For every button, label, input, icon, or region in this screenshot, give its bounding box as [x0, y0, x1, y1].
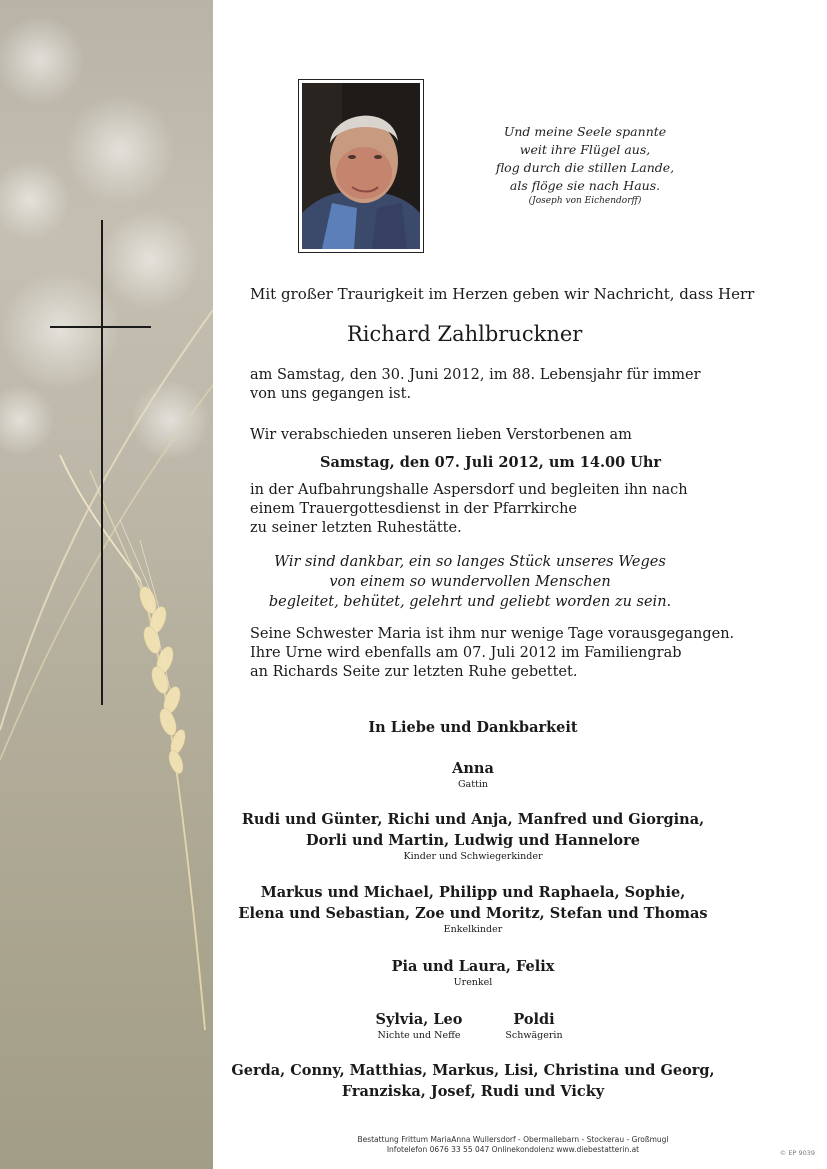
farewell-line: zu seiner letzten Ruhestätte. — [250, 520, 462, 536]
in-love-heading: In Liebe und Dankbarkeit — [368, 719, 578, 736]
cross-symbol — [101, 220, 103, 705]
children-line: Dorli und Martin, Ludwig und Hannelore — [306, 832, 640, 849]
children-relation: Kinder und Schwiegerkinder — [403, 851, 543, 862]
poem-quote — [470, 123, 700, 207]
cross-bar — [50, 326, 151, 328]
deceased-name: Richard Zahlbruckner — [347, 322, 583, 346]
others-line: Franziska, Josef, Rudi und Vicky — [341, 1083, 605, 1100]
wheat-image — [0, 0, 213, 1169]
death-line: von uns gegangen ist. — [250, 386, 412, 402]
footer-line-1: Bestattung Frittum MariaAnna Wullersdorf - Obermallebarn - Stockerau - Großmugl — [357, 1135, 669, 1144]
decorative-wheat-panel — [0, 0, 213, 1169]
spouse-block — [213, 758, 733, 791]
sister-line: Ihre Urne wird ebenfalls am 07. Juli 2012 im Familiengrab — [250, 645, 682, 661]
farewell-line: in der Aufbahrungshalle Aspersdorf und begleiten ihn nach — [250, 482, 688, 498]
thanks-line: begleitet, behütet, gelehrt und geliebt worden zu sein. — [268, 594, 672, 610]
farewell-intro: Wir verabschieden unseren lieben Verstorbenen am — [250, 427, 632, 443]
death-info — [250, 366, 701, 404]
grandchildren-block — [213, 882, 733, 936]
children-block — [213, 809, 733, 863]
spouse-name: Anna — [452, 760, 494, 777]
portrait-image — [302, 83, 420, 249]
grandchildren-line: Markus und Michael, Philipp und Raphaela, Sophie, — [260, 884, 686, 901]
poem-line: als flöge sie nach Haus. — [509, 178, 661, 193]
sister-in-law-block — [494, 1009, 574, 1042]
grandchildren-line: Elena und Sebastian, Zoe und Moritz, Stefan und Thomas — [238, 905, 708, 922]
poem-line: weit ihre Flügel aus, — [519, 142, 651, 157]
others-block — [213, 1060, 733, 1102]
poem-line: flog durch die stillen Lande, — [495, 160, 675, 175]
sister-text — [250, 625, 734, 682]
niece-nephew-block — [364, 1009, 474, 1042]
footer-line-2: Infotelefon 0676 33 55 047 Onlinekondolenz www.diebestatterin.at — [386, 1145, 640, 1154]
children-line: Rudi und Günter, Richi und Anja, Manfred und Giorgina, — [241, 811, 705, 828]
thanks-text — [250, 552, 690, 612]
niece-nephew-relation: Nichte und Neffe — [377, 1030, 461, 1041]
great-grandchildren-name: Pia und Laura, Felix — [391, 958, 555, 975]
farewell-date: Samstag, den 07. Juli 2012, um 14.00 Uhr — [320, 454, 662, 471]
sister-in-law-relation: Schwägerin — [505, 1030, 563, 1041]
great-grandchildren-block — [213, 956, 733, 989]
poem-author: (Joseph von Eichendorff) — [528, 196, 642, 206]
others-line: Gerda, Conny, Matthias, Markus, Lisi, Christina und Georg, — [231, 1062, 715, 1079]
thanks-line: von einem so wundervollen Menschen — [329, 574, 611, 590]
thanks-line: Wir sind dankbar, ein so langes Stück unseres Weges — [274, 554, 666, 570]
farewell-line: einem Trauergottesdienst in der Pfarrkirche — [250, 501, 578, 517]
sister-in-law-name: Poldi — [513, 1011, 555, 1028]
intro-text: Mit großer Traurigkeit im Herzen geben wir Nachricht, dass Herr — [250, 285, 755, 303]
grandchildren-relation: Enkelkinder — [443, 924, 503, 935]
farewell-details — [250, 481, 688, 538]
niece-nephew-name: Sylvia, Leo — [375, 1011, 463, 1028]
portrait-photo — [298, 79, 424, 253]
poem-line: Und meine Seele spannte — [503, 124, 667, 139]
document-code: © EP 9039 — [779, 1149, 815, 1157]
footer — [213, 1135, 813, 1155]
spouse-relation: Gattin — [457, 779, 489, 790]
great-grandchildren-relation: Urenkel — [453, 977, 493, 988]
sister-line: an Richards Seite zur letzten Ruhe gebettet. — [250, 664, 578, 680]
sister-line: Seine Schwester Maria ist ihm nur wenige Tage vorausgegangen. — [250, 626, 735, 642]
death-line: am Samstag, den 30. Juni 2012, im 88. Lebensjahr für immer — [250, 367, 701, 383]
